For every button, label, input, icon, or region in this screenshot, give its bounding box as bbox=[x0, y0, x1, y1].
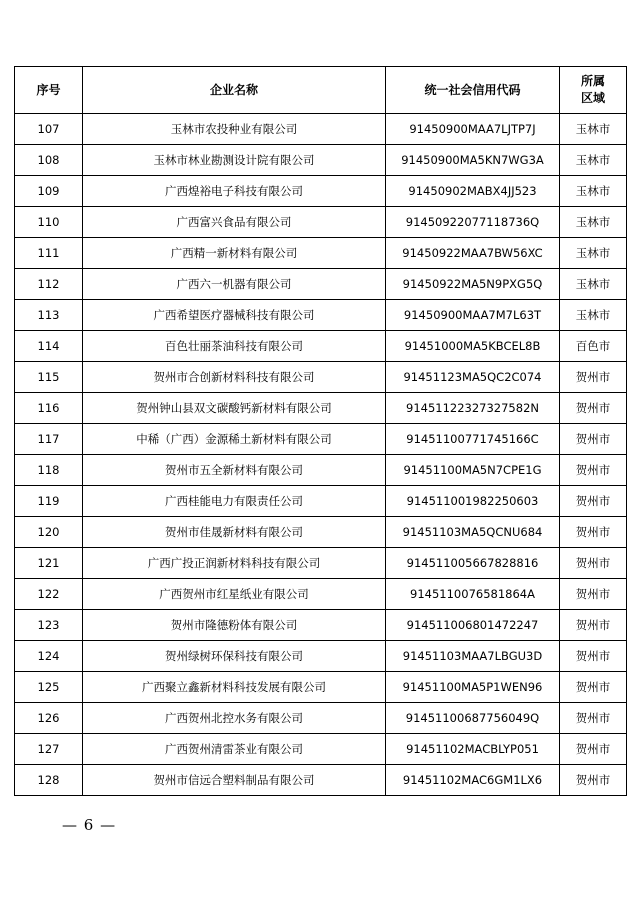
cell-credit-code: 91451100687756049Q bbox=[386, 703, 560, 734]
cell-company-name: 百色壮丽茶油科技有限公司 bbox=[83, 331, 386, 362]
cell-company-name: 广西富兴食品有限公司 bbox=[83, 207, 386, 238]
cell-credit-code: 91450922077118736Q bbox=[386, 207, 560, 238]
cell-credit-code: 9145110076581864A bbox=[386, 579, 560, 610]
cell-no: 122 bbox=[15, 579, 83, 610]
cell-company-name: 玉林市农投种业有限公司 bbox=[83, 114, 386, 145]
cell-credit-code: 91451000MA5KBCEL8B bbox=[386, 331, 560, 362]
table-row bbox=[15, 455, 627, 486]
table-row bbox=[15, 641, 627, 672]
table-row bbox=[15, 424, 627, 455]
cell-company-name: 广西贺州北控水务有限公司 bbox=[83, 703, 386, 734]
table-row bbox=[15, 145, 627, 176]
cell-company-name: 中稀（广西）金源稀土新材料有限公司 bbox=[83, 424, 386, 455]
cell-region: 贺州市 bbox=[560, 641, 627, 672]
cell-region: 玉林市 bbox=[560, 207, 627, 238]
cell-company-name: 玉林市林业勘测设计院有限公司 bbox=[83, 145, 386, 176]
cell-company-name: 广西广投正润新材料科技有限公司 bbox=[83, 548, 386, 579]
cell-region: 贺州市 bbox=[560, 362, 627, 393]
cell-region: 贺州市 bbox=[560, 579, 627, 610]
table-row bbox=[15, 176, 627, 207]
table-row bbox=[15, 300, 627, 331]
table-row bbox=[15, 517, 627, 548]
cell-company-name: 广西希望医疗器械科技有限公司 bbox=[83, 300, 386, 331]
table-row bbox=[15, 207, 627, 238]
cell-company-name: 广西聚立鑫新材料科技发展有限公司 bbox=[83, 672, 386, 703]
table-row bbox=[15, 393, 627, 424]
cell-no: 115 bbox=[15, 362, 83, 393]
cell-no: 126 bbox=[15, 703, 83, 734]
cell-no: 117 bbox=[15, 424, 83, 455]
cell-company-name: 广西煌裕电子科技有限公司 bbox=[83, 176, 386, 207]
cell-no: 118 bbox=[15, 455, 83, 486]
cell-company-name: 贺州市五全新材料有限公司 bbox=[83, 455, 386, 486]
cell-region: 贺州市 bbox=[560, 672, 627, 703]
cell-no: 109 bbox=[15, 176, 83, 207]
cell-company-name: 贺州市隆德粉体有限公司 bbox=[83, 610, 386, 641]
table-row bbox=[15, 486, 627, 517]
table-row bbox=[15, 238, 627, 269]
cell-no: 116 bbox=[15, 393, 83, 424]
cell-no: 128 bbox=[15, 765, 83, 796]
header-name: 企业名称 bbox=[83, 67, 386, 114]
header-region-line1: 所属 bbox=[580, 74, 605, 88]
table-row bbox=[15, 579, 627, 610]
cell-region: 玉林市 bbox=[560, 300, 627, 331]
cell-credit-code: 91451122327327582N bbox=[386, 393, 560, 424]
cell-credit-code: 91451103MAA7LBGU3D bbox=[386, 641, 560, 672]
cell-credit-code: 91451102MAC6GM1LX6 bbox=[386, 765, 560, 796]
cell-region: 玉林市 bbox=[560, 269, 627, 300]
cell-no: 110 bbox=[15, 207, 83, 238]
cell-region: 贺州市 bbox=[560, 455, 627, 486]
cell-no: 124 bbox=[15, 641, 83, 672]
cell-company-name: 广西贺州清雷茶业有限公司 bbox=[83, 734, 386, 765]
table-row bbox=[15, 362, 627, 393]
cell-credit-code: 91451103MA5QCNU684 bbox=[386, 517, 560, 548]
company-table bbox=[14, 66, 627, 796]
cell-region: 玉林市 bbox=[560, 176, 627, 207]
cell-region: 贺州市 bbox=[560, 548, 627, 579]
cell-region: 贺州市 bbox=[560, 424, 627, 455]
cell-no: 107 bbox=[15, 114, 83, 145]
cell-credit-code: 914511001982250603 bbox=[386, 486, 560, 517]
cell-credit-code: 91450900MA5KN7WG3A bbox=[386, 145, 560, 176]
table-row bbox=[15, 548, 627, 579]
cell-region: 贺州市 bbox=[560, 703, 627, 734]
cell-region: 玉林市 bbox=[560, 114, 627, 145]
cell-credit-code: 91451100MA5P1WEN96 bbox=[386, 672, 560, 703]
page-number: — 6 — bbox=[62, 816, 117, 834]
company-table-container bbox=[14, 66, 626, 796]
cell-credit-code: 91450900MAA7M7L63T bbox=[386, 300, 560, 331]
table-row bbox=[15, 672, 627, 703]
table-row bbox=[15, 610, 627, 641]
table-header-row bbox=[15, 67, 627, 114]
cell-no: 113 bbox=[15, 300, 83, 331]
cell-region: 玉林市 bbox=[560, 145, 627, 176]
cell-credit-code: 91451100MA5N7CPE1G bbox=[386, 455, 560, 486]
cell-region: 贺州市 bbox=[560, 486, 627, 517]
table-row bbox=[15, 269, 627, 300]
cell-no: 119 bbox=[15, 486, 83, 517]
cell-region: 贺州市 bbox=[560, 517, 627, 548]
cell-credit-code: 91451100771745166C bbox=[386, 424, 560, 455]
cell-company-name: 广西精一新材料有限公司 bbox=[83, 238, 386, 269]
cell-company-name: 广西六一机器有限公司 bbox=[83, 269, 386, 300]
header-region-line2: 区域 bbox=[580, 91, 605, 105]
cell-no: 108 bbox=[15, 145, 83, 176]
table-row bbox=[15, 765, 627, 796]
header-region bbox=[560, 67, 627, 114]
cell-credit-code: 91451102MACBLYP051 bbox=[386, 734, 560, 765]
cell-region: 贺州市 bbox=[560, 393, 627, 424]
table-row bbox=[15, 703, 627, 734]
cell-credit-code: 91451123MA5QC2C074 bbox=[386, 362, 560, 393]
header-code: 统一社会信用代码 bbox=[386, 67, 560, 114]
cell-no: 121 bbox=[15, 548, 83, 579]
cell-region: 玉林市 bbox=[560, 238, 627, 269]
cell-credit-code: 914511006801472247 bbox=[386, 610, 560, 641]
cell-no: 111 bbox=[15, 238, 83, 269]
table-body bbox=[15, 114, 627, 796]
cell-no: 125 bbox=[15, 672, 83, 703]
cell-company-name: 广西贺州市红星纸业有限公司 bbox=[83, 579, 386, 610]
cell-credit-code: 914511005667828816 bbox=[386, 548, 560, 579]
cell-no: 123 bbox=[15, 610, 83, 641]
cell-region: 贺州市 bbox=[560, 610, 627, 641]
header-no: 序号 bbox=[15, 67, 83, 114]
table-row bbox=[15, 734, 627, 765]
cell-credit-code: 91450902MABX4JJ523 bbox=[386, 176, 560, 207]
cell-company-name: 贺州市信远合塑料制品有限公司 bbox=[83, 765, 386, 796]
cell-company-name: 广西桂能电力有限责任公司 bbox=[83, 486, 386, 517]
cell-credit-code: 91450922MA5N9PXG5Q bbox=[386, 269, 560, 300]
cell-region: 贺州市 bbox=[560, 734, 627, 765]
cell-region: 百色市 bbox=[560, 331, 627, 362]
table-row bbox=[15, 331, 627, 362]
cell-company-name: 贺州市佳晟新材料有限公司 bbox=[83, 517, 386, 548]
table-row bbox=[15, 114, 627, 145]
cell-credit-code: 91450900MAA7LJTP7J bbox=[386, 114, 560, 145]
cell-company-name: 贺州绿树环保科技有限公司 bbox=[83, 641, 386, 672]
cell-credit-code: 91450922MAA7BW56XC bbox=[386, 238, 560, 269]
cell-company-name: 贺州钟山县双文碳酸钙新材料有限公司 bbox=[83, 393, 386, 424]
cell-no: 120 bbox=[15, 517, 83, 548]
cell-company-name: 贺州市合创新材料科技有限公司 bbox=[83, 362, 386, 393]
cell-region: 贺州市 bbox=[560, 765, 627, 796]
cell-no: 112 bbox=[15, 269, 83, 300]
cell-no: 127 bbox=[15, 734, 83, 765]
cell-no: 114 bbox=[15, 331, 83, 362]
